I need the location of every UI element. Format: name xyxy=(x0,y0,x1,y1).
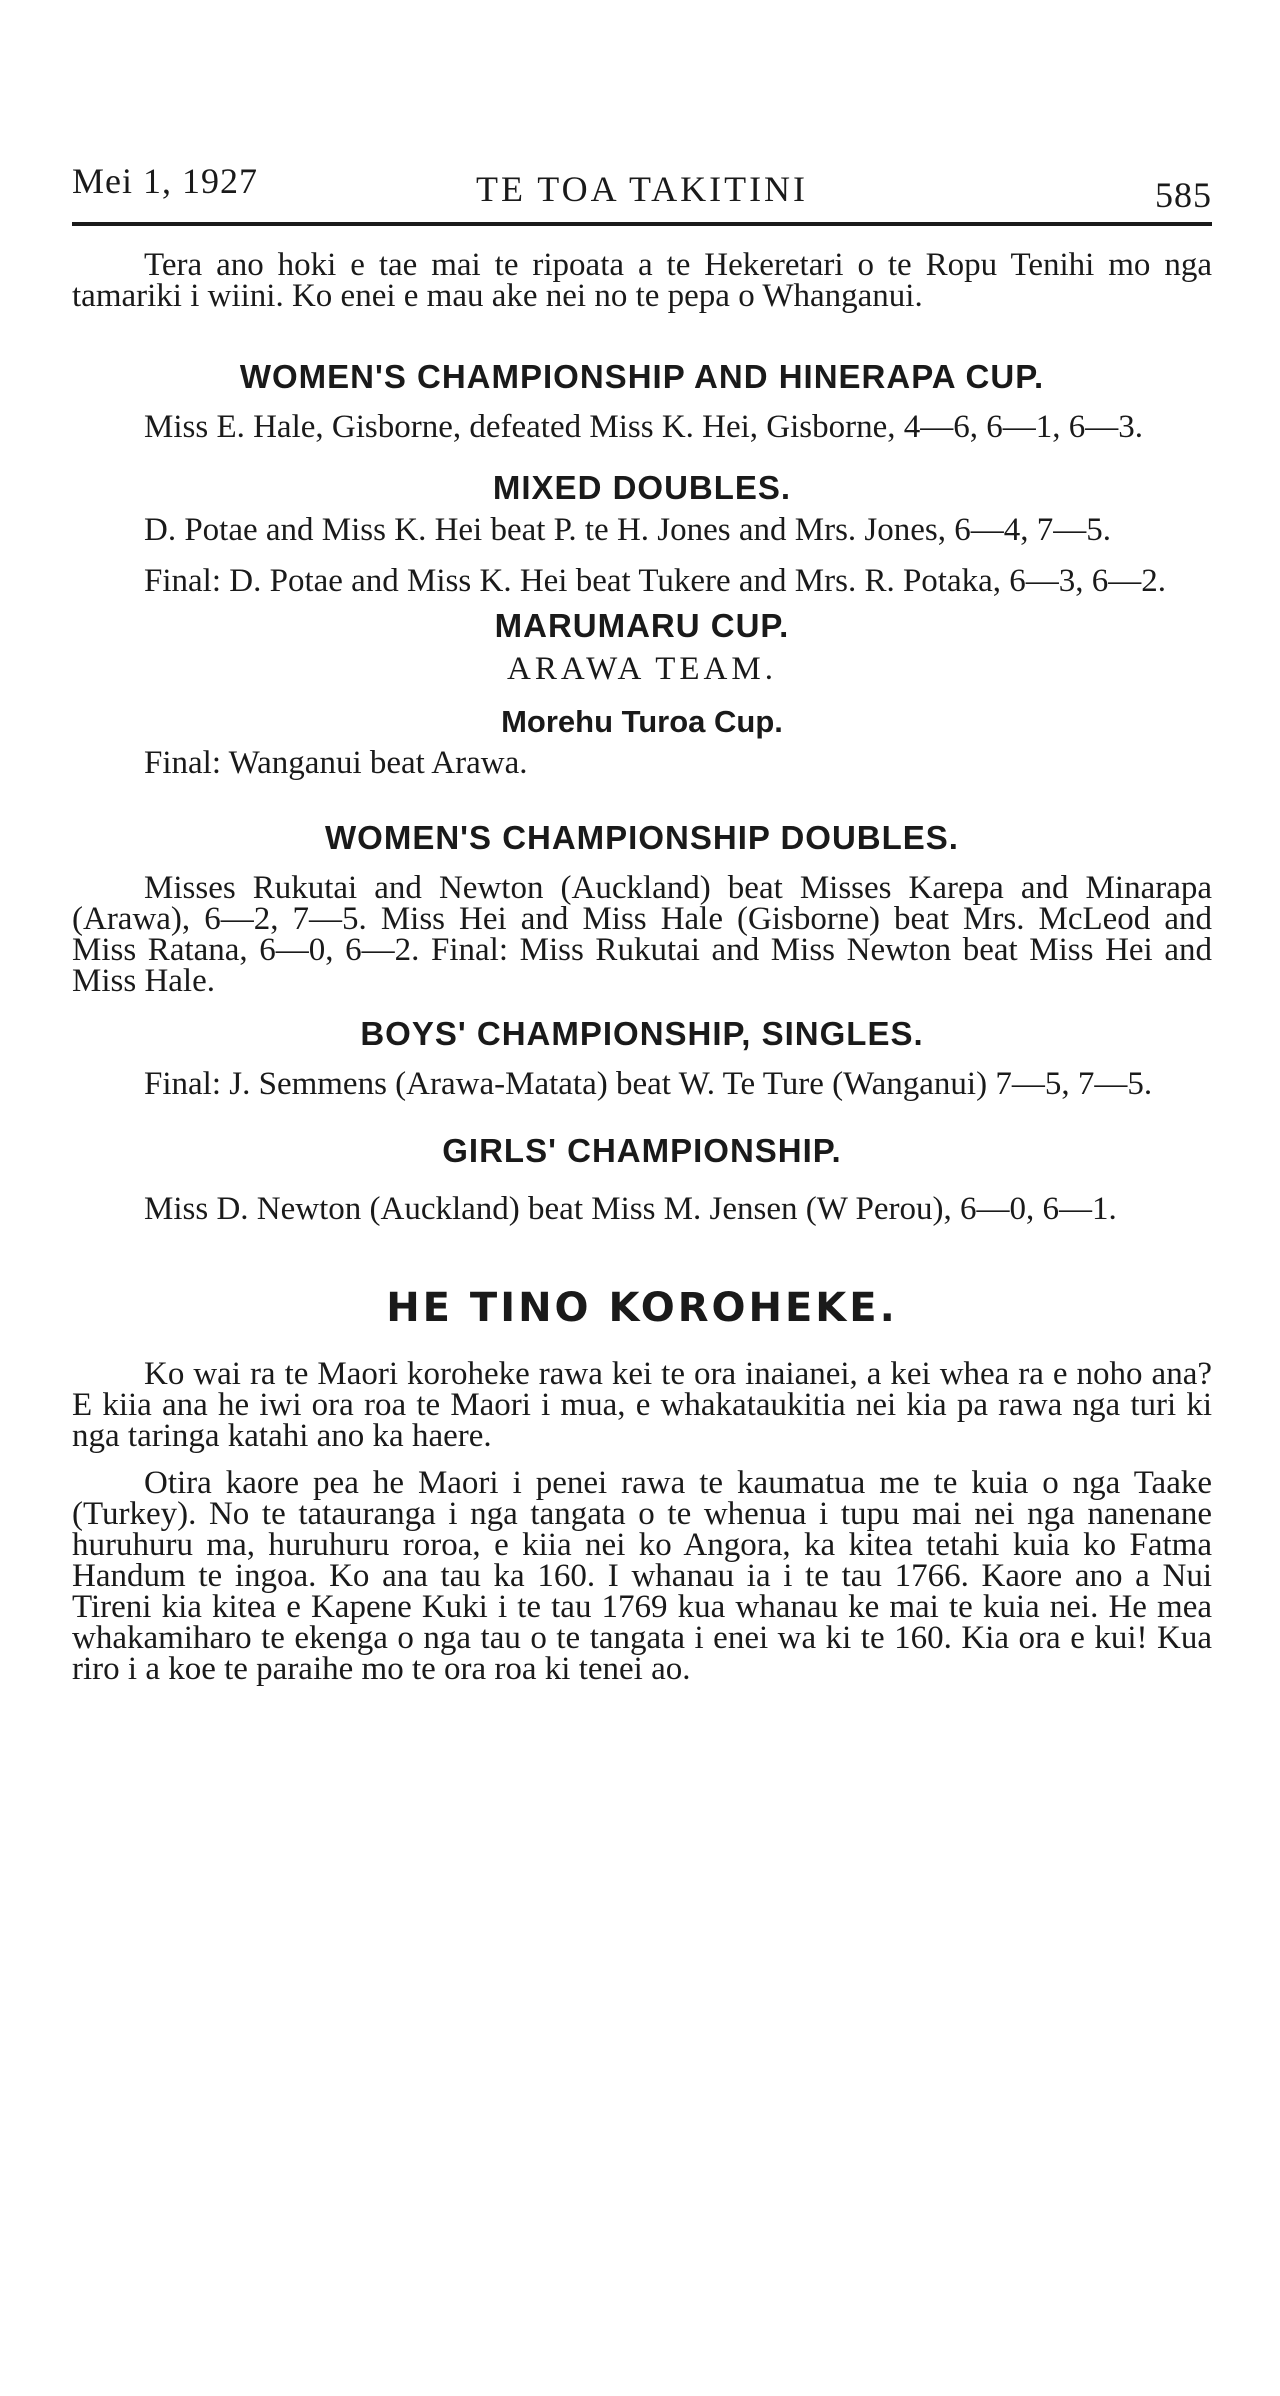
article-title: HE TINO KOROHEKE. xyxy=(386,1285,898,1331)
article-paragraph-1: Ko wai ra te Maori koroheke rawa kei te ora inaianei, a kei whea ra e noho ana? E kiia ana he iwi ora roa te Maori i mua, e whakataukitia nei kia pa rawa nga turi ki nga taringa katahi ano ka haere. xyxy=(72,1356,1212,1454)
running-head xyxy=(72,160,1212,215)
boys-singles-text: Final: J. Semmens (Arawa-Matata) beat W. Te Ture (Wanganui) 7—5, 7—5. xyxy=(144,1066,1153,1102)
page xyxy=(72,160,1212,1687)
article-paragraph-2: Otira kaore pea he Maori i penei rawa te kaumatua me te kuia o nga Taake (Turkey). No te tatauranga i nga tangata o te whenua i tupu mai nei nga nanenane huruhuru ma, huruhuru roroa, e kiia nei ko Angora, ka kitea tetahi kuia ko Fatma Handum te ingoa. Ko ana tau ka 160. I whanau ia i te tau 1766. Kaore ano a Nui Tireni kia kitea e Kapene Kuki i te tau 1769 kua whanau ke mai te kuia nei. He mea whakamiharo te ekenga o nga tau o te tangata i enei wa ki te 160. Kia ora e kui! Kua riro i a koe te paraihe mo te ora roa ki tenei ao. xyxy=(72,1465,1212,1687)
header-rule xyxy=(72,222,1212,226)
womens-championship-text: Miss E. Hale, Gisborne, defeated Miss K. Hei, Gisborne, 4—6, 6—1, 6—3. xyxy=(144,409,1144,445)
page-number: 585 xyxy=(1155,175,1212,215)
intro-paragraph: Tera ano hoki e tae mai te ripoata a te Hekeretari o te Ropu Tenihi mo nga tamariki i wiini. Ko enei e mau ake nei no te pepa o Whanganui. xyxy=(72,247,1212,314)
boys-singles-heading: BOYS' CHAMPIONSHIP, SINGLES. xyxy=(360,1015,924,1052)
womens-doubles-text: Misses Rukutai and Newton (Auckland) beat Misses Karepa and Minarapa (Arawa), 6—2, 7—5. Miss Hei and Miss Hale (Gisborne) beat Mrs. McLeod and Miss Ratana, 6—0, 6—2. Final: Miss Rukutai and Miss Newton beat Miss Hei and Miss Hale. xyxy=(72,870,1212,999)
issue-date: Mei 1, 1927 xyxy=(72,161,258,201)
arawa-team-subheading: ARAWA TEAM. xyxy=(507,651,777,687)
girls-championship-text: Miss D. Newton (Auckland) beat Miss M. Jensen (W Perou), 6—0, 6—1. xyxy=(144,1191,1117,1227)
morehu-turoa-cup-text: Final: Wanganui beat Arawa. xyxy=(144,745,528,781)
morehu-turoa-cup-heading: Morehu Turoa Cup. xyxy=(501,704,783,739)
womens-championship-heading: WOMEN'S CHAMPIONSHIP AND HINERAPA CUP. xyxy=(239,358,1045,395)
mixed-doubles-final: Final: D. Potae and Miss K. Hei beat Tukere and Mrs. R. Potaka, 6—3, 6—2. xyxy=(144,563,1167,599)
womens-doubles-heading: WOMEN'S CHAMPIONSHIP DOUBLES. xyxy=(325,819,959,856)
mixed-doubles-text: D. Potae and Miss K. Hei beat P. te H. Jones and Mrs. Jones, 6—4, 7—5. xyxy=(144,512,1112,548)
girls-championship-heading: GIRLS' CHAMPIONSHIP. xyxy=(442,1132,842,1169)
publication-title: TE TOA TAKITINI xyxy=(475,169,809,209)
page-content xyxy=(72,247,1212,1687)
marumaru-cup-heading: MARUMARU CUP. xyxy=(494,607,790,644)
mixed-doubles-heading: MIXED DOUBLES. xyxy=(492,469,792,506)
